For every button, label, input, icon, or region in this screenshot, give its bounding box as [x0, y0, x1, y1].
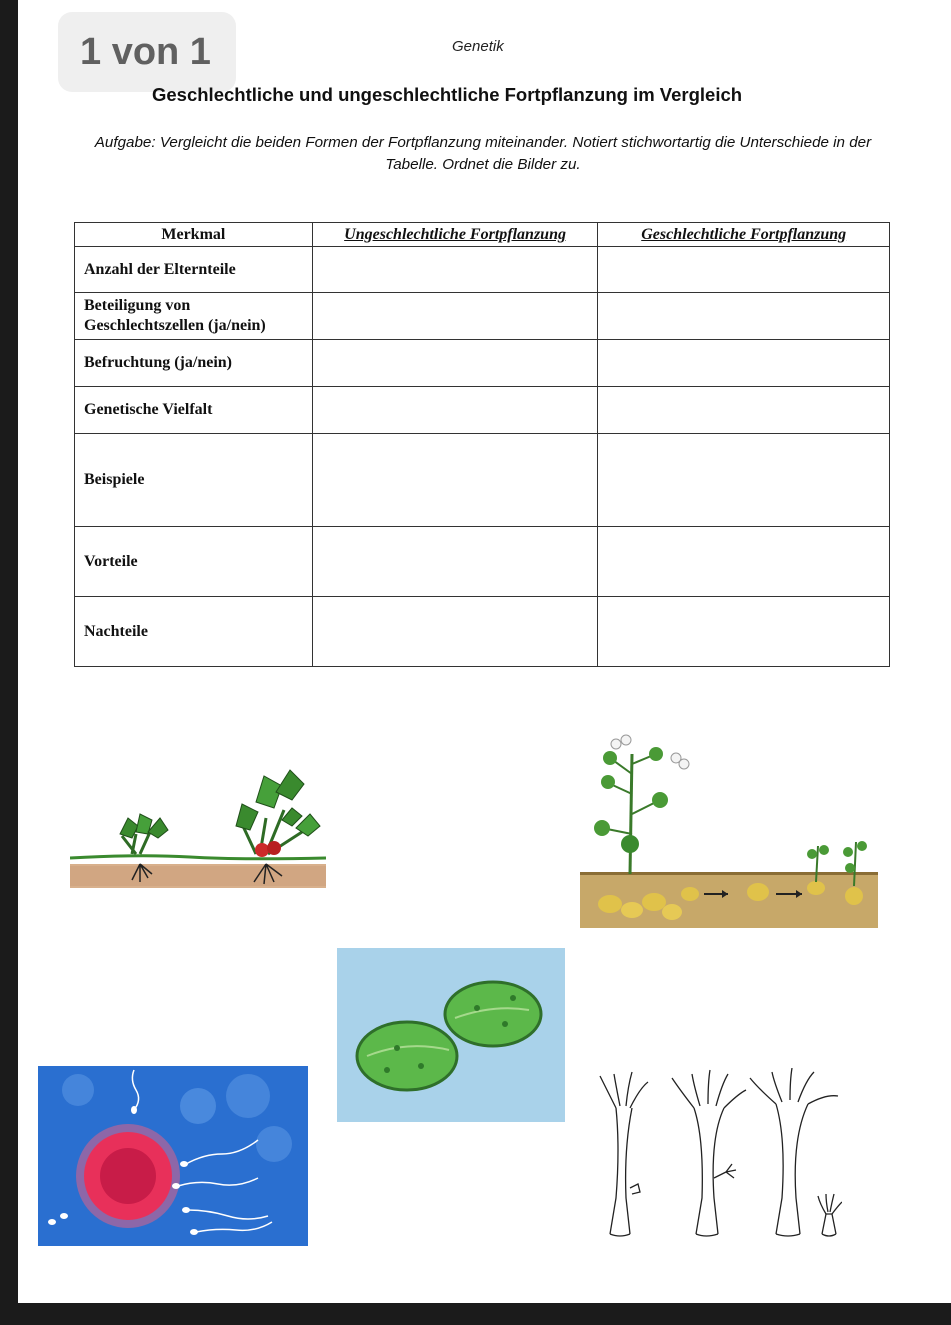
- table-row: [75, 597, 890, 667]
- row-label-befruchtung: Befruchtung (ja/nein): [75, 340, 313, 387]
- header-merkmal: Merkmal: [75, 223, 313, 247]
- cell-geschlechtlich-nachteile[interactable]: [598, 597, 890, 667]
- cell-ungeschlechtlich-geschlechtszellen[interactable]: [312, 293, 598, 340]
- cell-geschlechtlich-befruchtung[interactable]: [598, 340, 890, 387]
- table-row: [75, 387, 890, 434]
- cell-geschlechtlich-geschlechtszellen[interactable]: [598, 293, 890, 340]
- hydra-budding-image: [586, 1068, 842, 1244]
- row-label-elternteile: Anzahl der Elternteile: [75, 247, 313, 293]
- cell-ungeschlechtlich-vielfalt[interactable]: [312, 387, 598, 434]
- fertilization-image: [38, 1066, 308, 1246]
- cell-ungeschlechtlich-vorteile[interactable]: [312, 527, 598, 597]
- table-row: [75, 293, 890, 340]
- row-label-vorteile: Vorteile: [75, 527, 313, 597]
- comparison-table: [74, 222, 890, 667]
- header-subject: Genetik: [452, 38, 504, 55]
- table-row: [75, 340, 890, 387]
- table-row: [75, 527, 890, 597]
- cell-ungeschlechtlich-befruchtung[interactable]: [312, 340, 598, 387]
- cell-ungeschlechtlich-beispiele[interactable]: [312, 434, 598, 527]
- row-label-geschlechtszellen: Beteiligung von Geschlechtszellen (ja/nein): [75, 293, 313, 340]
- row-label-nachteile: Nachteile: [75, 597, 313, 667]
- document-page: [18, 0, 951, 1303]
- table-header-row: [75, 223, 890, 247]
- cell-division-image: [337, 948, 565, 1122]
- strawberry-runner-image: [70, 762, 326, 888]
- header-geschlechtlich: Geschlechtliche Fortpflanzung: [598, 223, 890, 247]
- row-label-beispiele: Beispiele: [75, 434, 313, 527]
- cell-ungeschlechtlich-nachteile[interactable]: [312, 597, 598, 667]
- page-indicator: 1 von 1: [58, 12, 236, 92]
- potato-tubers-image: [580, 734, 880, 930]
- cell-geschlechtlich-vielfalt[interactable]: [598, 387, 890, 434]
- document-title: Geschlechtliche und ungeschlechtliche Fortpflanzung im Vergleich: [152, 84, 743, 105]
- table-row: [75, 247, 890, 293]
- table-row: [75, 434, 890, 527]
- cell-ungeschlechtlich-elternteile[interactable]: [312, 247, 598, 293]
- cell-geschlechtlich-vorteile[interactable]: [598, 527, 890, 597]
- task-instructions: Aufgabe: Vergleicht die beiden Formen der Fortpflanzung miteinander. Notiert stichwortartig die Unterschiede in der Tabelle. Ordnet die Bilder zu.: [94, 134, 872, 173]
- cell-geschlechtlich-elternteile[interactable]: [598, 247, 890, 293]
- row-label-vielfalt: Genetische Vielfalt: [75, 387, 313, 434]
- header-ungeschlechtlich: Ungeschlechtliche Fortpflanzung: [312, 223, 598, 247]
- cell-geschlechtlich-beispiele[interactable]: [598, 434, 890, 527]
